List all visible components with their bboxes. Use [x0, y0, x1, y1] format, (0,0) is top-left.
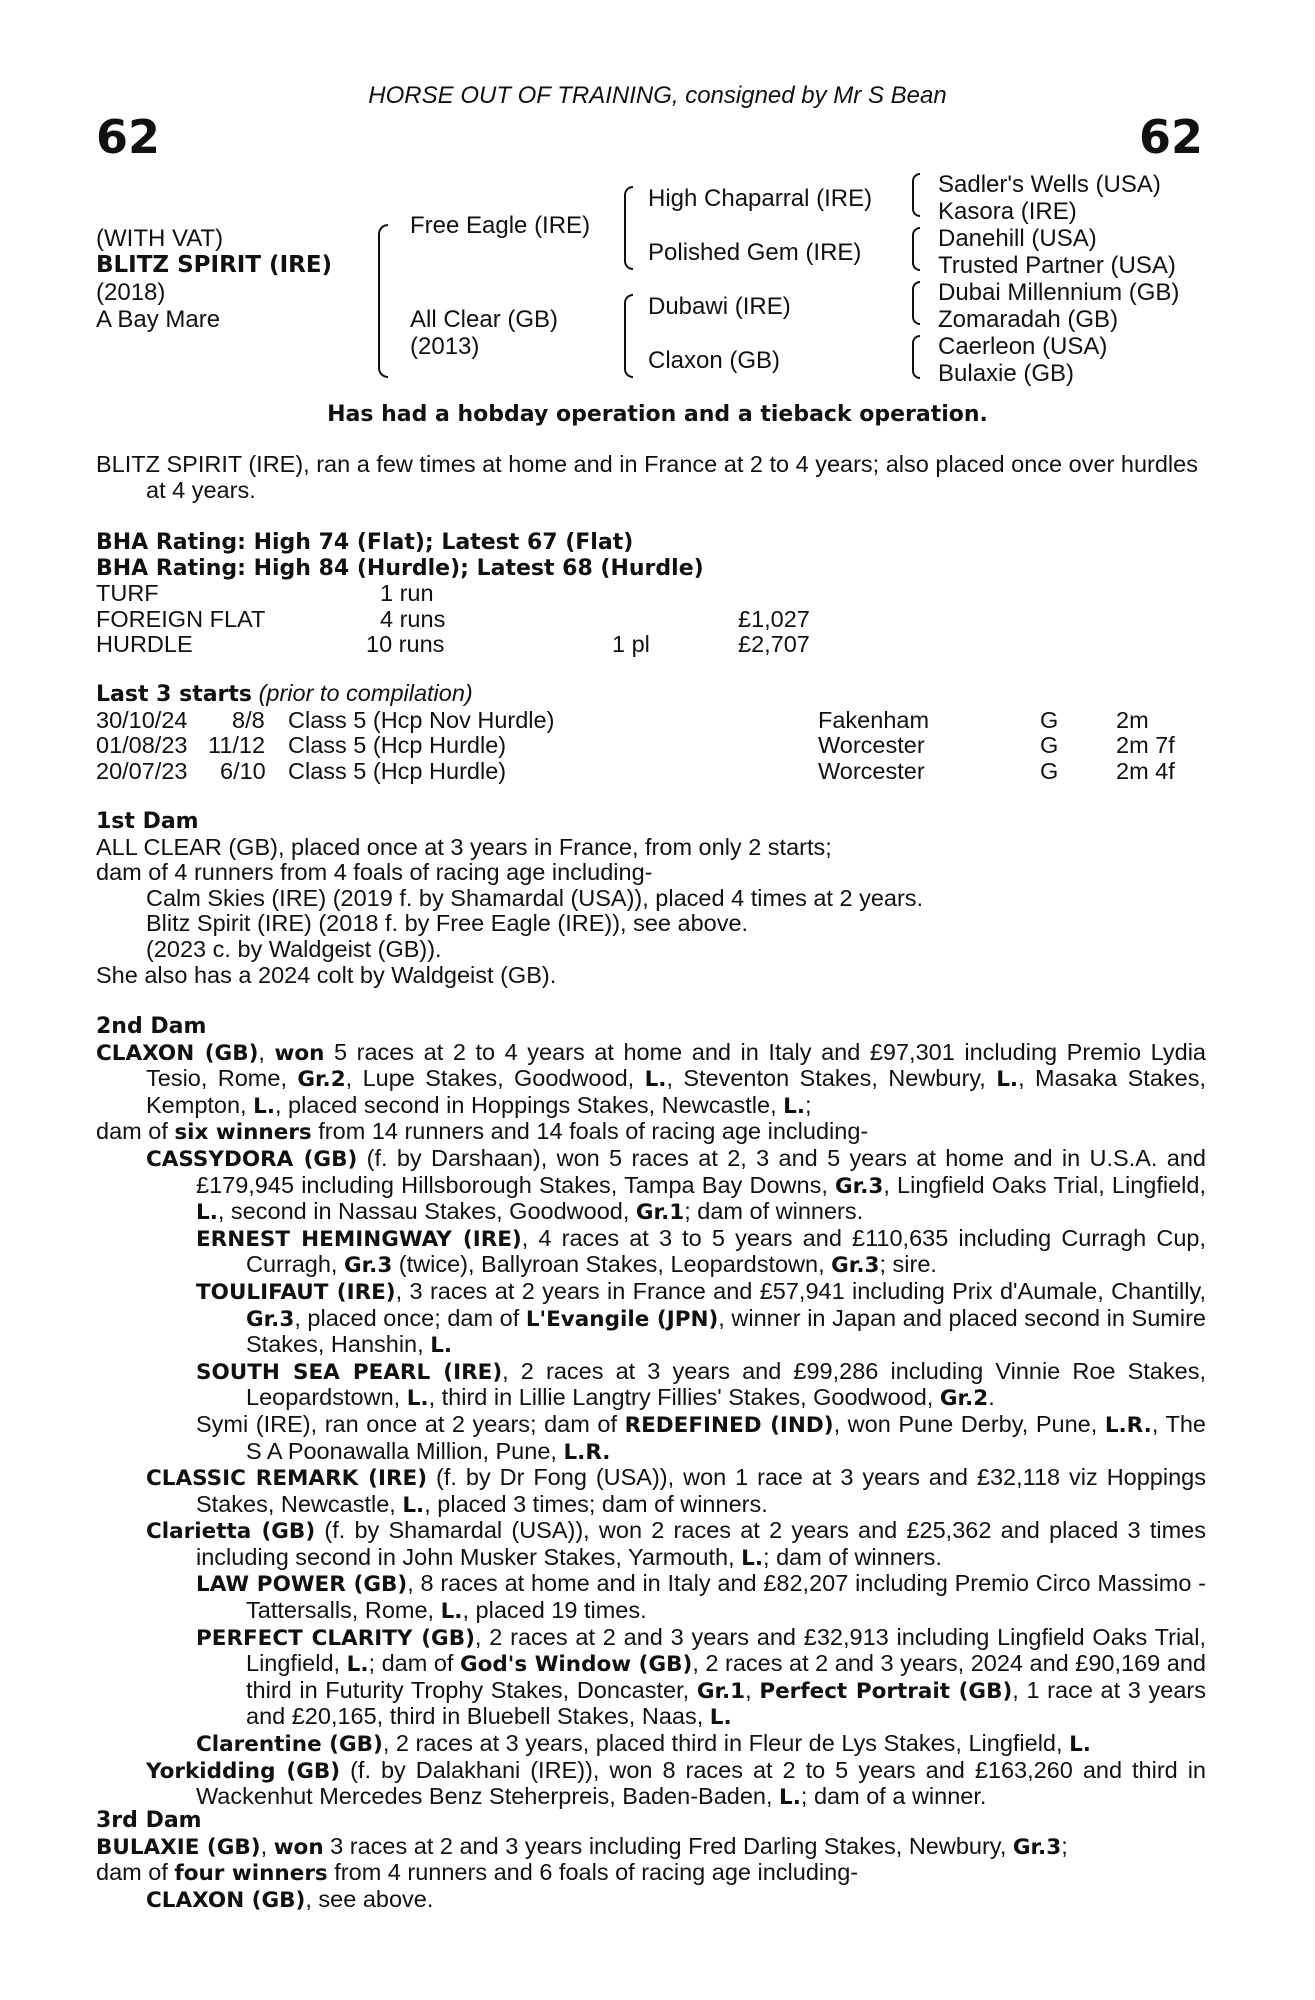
- grade: L.: [741, 1545, 764, 1571]
- start-course: Worcester: [818, 757, 925, 784]
- won-label: won: [273, 1834, 324, 1860]
- classic-remark-entry: [146, 1465, 1206, 1518]
- record-type: TURF: [96, 580, 159, 607]
- record-prize: £2,707: [738, 631, 810, 658]
- pedigree-ddd: Bulaxie (GB): [938, 360, 1075, 387]
- grade: L.: [996, 1067, 1019, 1093]
- horse-name: L'Evangile (JPN): [525, 1306, 719, 1332]
- pedigree-sdd: Trusted Partner (USA): [938, 252, 1176, 279]
- start-race: Class 5 (Hcp Hurdle): [288, 732, 507, 759]
- entry-text: , Steventon Stakes, Newbury,: [666, 1065, 997, 1092]
- start-position: 11/12: [208, 732, 266, 759]
- claxon-entry: CLAXON (GB), won 5 races at 2 to 4 years at home and in Italy and £97,301 including Premio Lydia Tesio, Rome, Gr.2, Lupe Stakes, Goodwood, L., Steventon Stakes, Newbury, L., Masaka Stakes, Kempton, L., placed second in Hoppings Stakes, Newcastle, L.;: [96, 1038, 1206, 1119]
- first-dam-heading: 1st Dam: [96, 809, 199, 834]
- entry-text: , third in Lillie Langtry Fillies' Stakes, Goodwood,: [428, 1384, 940, 1411]
- entry-text: (f. by Shamardal (USA)), won 2 races at 2 years and £25,362 and placed 3 times including second in John Musker Stakes, Yarmouth,: [196, 1517, 1206, 1570]
- lot-number-right: 62: [1138, 110, 1203, 164]
- entry-text: , Lupe Stakes, Goodwood,: [345, 1065, 645, 1092]
- start-distance: 2m 4f: [1116, 757, 1175, 784]
- horse-description: A Bay Mare: [96, 306, 221, 333]
- horse-name: God's Window (GB): [460, 1652, 693, 1678]
- entry-text: ;: [1061, 1832, 1068, 1859]
- last-starts-block: [96, 681, 1206, 784]
- horse-name: PERFECT CLARITY (GB): [196, 1625, 475, 1651]
- pedigree-brace-g3-2: [912, 227, 920, 271]
- entry-text: (f. by Darshaan), won 5 races at 2, 3 and 5 years at home and in U.S.A. and £179,945 including Hillsborough Stakes, Tampa Bay Downs,: [196, 1144, 1206, 1198]
- record-prize: £1,027: [738, 605, 810, 632]
- entry-text: from 14 runners and 14 foals of racing age including-: [311, 1118, 869, 1145]
- horse-name: BULAXIE (GB): [96, 1834, 261, 1860]
- rating-flat: BHA Rating: High 74 (Flat); Latest 67 (Flat): [96, 530, 634, 555]
- symi-entry: [196, 1412, 1206, 1465]
- grade: L.: [402, 1492, 425, 1518]
- entry-text: , 3 races at 2 years in France and £57,941 including Prix d'Aumale, Chantilly,: [395, 1277, 1206, 1304]
- horse-name: Clarentine (GB): [196, 1732, 383, 1758]
- record-row: [96, 632, 1206, 658]
- start-row: [96, 759, 1206, 785]
- clarietta-entry: [146, 1518, 1206, 1571]
- grade: L.: [440, 1599, 463, 1625]
- pedigree-brace-g3-4: [912, 335, 920, 379]
- south-sea-pearl-entry: [196, 1359, 1206, 1412]
- pedigree-dam-sire: Dubawi (IRE): [648, 293, 791, 320]
- entry-text: , Masaka Stakes, Kempton,: [146, 1065, 1206, 1118]
- grade: L.R.: [1104, 1412, 1152, 1438]
- grade: L.: [253, 1093, 275, 1119]
- horse-name: CASSYDORA (GB): [146, 1146, 358, 1172]
- entry-text: ,: [745, 1676, 760, 1703]
- cassydora-entry: [146, 1146, 1206, 1226]
- horse-name: LAW POWER (GB): [196, 1572, 408, 1598]
- entry-text: , 2 races at 3 years and £99,286 including Vinnie Roe Stakes, Leopardstown,: [246, 1357, 1206, 1411]
- entry-text: , 2 races at 2 and 3 years and £32,913 including Lingfield Oaks Trial, Lingfield,: [246, 1623, 1206, 1677]
- pedigree-dsd: Zomaradah (GB): [938, 306, 1119, 333]
- first-dam-line: She also has a 2024 colt by Waldgeist (GB).: [96, 961, 557, 988]
- first-dam-line: dam of 4 runners from 4 foals of racing age including-: [96, 859, 653, 886]
- first-dam-line: Calm Skies (IRE) (2019 f. by Shamardal (USA)), placed 4 times at 2 years.: [146, 884, 924, 911]
- entry-text: 5 races at 2 to 4 years at home and in Italy and £97,301 including Premio Lydia Tesio, Rome,: [146, 1038, 1206, 1092]
- grade: L.: [709, 1705, 732, 1731]
- pedigree-dam-year: (2013): [410, 333, 480, 360]
- start-course: Worcester: [818, 732, 925, 759]
- summary-text: BLITZ SPIRIT (IRE), ran a few times at home and in France at 2 to 4 years; also placed once over hurdles at 4 years.: [96, 451, 1198, 503]
- entry-text: , The S A Poonawalla Million, Pune,: [246, 1410, 1206, 1464]
- grade: Gr.3: [343, 1253, 393, 1279]
- winner-count: four winners: [174, 1861, 328, 1887]
- grade: L.: [779, 1785, 801, 1811]
- yorkidding-entry: [146, 1758, 1206, 1811]
- pedigree-brace-sire: [624, 186, 633, 270]
- grade: L.: [430, 1333, 453, 1359]
- grade: L.R.: [563, 1439, 611, 1465]
- grade: Gr.3: [1012, 1834, 1062, 1860]
- entry-text: , second in Nassau Stakes, Goodwood,: [217, 1198, 636, 1225]
- first-dam-line: ALL CLEAR (GB), placed once at 3 years in France, from only 2 starts;: [96, 833, 832, 860]
- entry-text: ; dam of winners.: [763, 1543, 942, 1570]
- record-runs: 4 runs: [380, 605, 446, 632]
- record-placed: 1 pl: [612, 631, 650, 658]
- record-runs: 10 runs: [366, 631, 445, 658]
- record-row: [96, 607, 1206, 633]
- grade: L.: [346, 1652, 369, 1678]
- horse-name: CLAXON (GB): [146, 1887, 306, 1913]
- first-dam-line: (2023 c. by Waldgeist (GB)).: [146, 935, 442, 962]
- second-dam-heading: 2nd Dam: [96, 1014, 207, 1039]
- pedigree-sds: Danehill (USA): [938, 225, 1097, 252]
- second-dam-block: [96, 1014, 1206, 1811]
- pedigree-brace-dam: [624, 294, 633, 378]
- start-course: Fakenham: [818, 706, 930, 733]
- horse-name: SOUTH SEA PEARL (IRE): [196, 1359, 503, 1385]
- won-label: won: [274, 1040, 325, 1066]
- horse-name: Yorkidding (GB): [146, 1758, 341, 1784]
- start-race: Class 5 (Hcp Hurdle): [288, 757, 507, 784]
- pedigree-dam: All Clear (GB): [410, 306, 559, 333]
- ernest-entry: [196, 1226, 1206, 1279]
- pedigree-dds: Caerleon (USA): [938, 333, 1108, 360]
- record-type: FOREIGN FLAT: [96, 605, 266, 632]
- entry-text: (twice), Ballyroan Stakes, Leopardstown,: [392, 1251, 832, 1278]
- entry-text: , Lingfield Oaks Trial, Lingfield,: [883, 1171, 1206, 1198]
- pedigree-ssd: Kasora (IRE): [938, 198, 1077, 225]
- entry-text: , 8 races at home and in Italy and £82,207 including Premio Circo Massimo - Tattersalls, Rome,: [246, 1570, 1206, 1624]
- claxon-ref-entry: [146, 1887, 1206, 1914]
- record-row: [96, 581, 1206, 607]
- grade: L.: [1069, 1732, 1091, 1758]
- entry-text: dam of: [96, 1118, 175, 1145]
- pedigree-dss: Dubai Millennium (GB): [938, 279, 1180, 306]
- start-position: 6/10: [220, 757, 266, 784]
- entry-text: , placed 19 times.: [462, 1597, 647, 1624]
- grade: Gr.2: [297, 1067, 346, 1093]
- winner-count: six winners: [174, 1120, 312, 1146]
- entry-text: , 1 race at 3 years and £20,165, third in Bluebell Stakes, Naas,: [246, 1676, 1206, 1730]
- pedigree-dam-dam: Claxon (GB): [648, 347, 781, 374]
- horse-name: Perfect Portrait (GB): [759, 1678, 1013, 1704]
- third-dam-heading: 3rd Dam: [96, 1808, 202, 1833]
- law-power-entry: [196, 1571, 1206, 1624]
- operation-note: Has had a hobday operation and a tieback operation.: [327, 402, 988, 427]
- vat-label: (WITH VAT): [96, 225, 224, 252]
- perfect-clarity-entry: [196, 1625, 1206, 1731]
- horse-name: Clarietta (GB): [146, 1519, 316, 1545]
- entry-text: from 4 runners and 6 foals of racing age including-: [327, 1859, 859, 1886]
- pedigree-sss: Sadler's Wells (USA): [938, 171, 1161, 198]
- horse-name: ERNEST HEMINGWAY (IRE): [196, 1226, 522, 1252]
- ratings-block: [96, 530, 1206, 658]
- start-row: [96, 733, 1206, 759]
- start-date: 20/07/23: [96, 757, 188, 784]
- record-runs: 1 run: [380, 580, 434, 607]
- dam-of-line: [96, 1860, 1206, 1887]
- last-starts-heading: Last 3 starts: [96, 682, 253, 707]
- horse-name: REDEFINED (IND): [624, 1412, 834, 1438]
- grade: Gr.3: [831, 1253, 880, 1279]
- first-dam-line: Blitz Spirit (IRE) (2018 f. by Free Eagle (IRE)), see above.: [146, 910, 749, 937]
- start-race: Class 5 (Hcp Nov Hurdle): [288, 706, 555, 733]
- summary-block: [96, 452, 1206, 503]
- catalogue-header: HORSE OUT OF TRAINING, consigned by Mr S Bean: [368, 82, 947, 109]
- pedigree-sire: Free Eagle (IRE): [410, 212, 591, 239]
- entry-text: , see above.: [305, 1885, 434, 1912]
- horse-name: BLITZ SPIRIT (IRE): [96, 252, 333, 278]
- start-date: 01/08/23: [96, 732, 188, 759]
- entry-text: , placed second in Hoppings Stakes, Newcastle,: [275, 1091, 784, 1118]
- entry-text: ; dam of winners.: [684, 1198, 864, 1225]
- lot-number-left: 62: [96, 110, 161, 164]
- pedigree-sire-dam: Polished Gem (IRE): [648, 239, 862, 266]
- rating-hurdle: BHA Rating: High 84 (Hurdle); Latest 68 (Hurdle): [96, 555, 704, 581]
- clarentine-entry: [196, 1731, 1206, 1758]
- entry-text: , placed once; dam of: [294, 1304, 526, 1331]
- start-row: [96, 708, 1206, 734]
- pedigree-brace-g3-1: [912, 173, 920, 217]
- grade: L.: [406, 1386, 429, 1412]
- entry-text: , winner in Japan and placed second in Sumire Stakes, Hanshin,: [246, 1304, 1206, 1358]
- start-distance: 2m: [1116, 706, 1149, 733]
- pedigree-sire-sire: High Chaparral (IRE): [648, 185, 873, 212]
- grade: L.: [644, 1067, 667, 1093]
- toulifaut-entry: [196, 1279, 1206, 1359]
- entry-text: , 2 races at 3 years, placed third in Fleur de Lys Stakes, Lingfield,: [382, 1730, 1070, 1757]
- grade: Gr.1: [635, 1200, 685, 1226]
- pedigree-brace-main: [378, 224, 388, 378]
- grade: L.: [196, 1200, 218, 1226]
- start-going: G: [1040, 757, 1059, 784]
- grade: L.: [783, 1093, 806, 1119]
- grade: Gr.3: [246, 1306, 295, 1332]
- start-going: G: [1040, 732, 1059, 759]
- entry-text: , 2 races at 2 and 3 years, 2024 and £90,169 and third in Futurity Trophy Stakes, Doncaster,: [246, 1650, 1207, 1703]
- grade: Gr.1: [696, 1678, 746, 1704]
- entry-text: (f. by Dr Fong (USA)), won 1 race at 3 years and £32,118 viz Hoppings Stakes, Newcastle,: [196, 1464, 1206, 1517]
- horse-year: (2018): [96, 279, 166, 306]
- entry-text: , won Pune Derby, Pune,: [833, 1410, 1105, 1437]
- entry-text: 3 races at 2 and 3 years including Fred Darling Stakes, Newbury,: [323, 1832, 1013, 1859]
- grade: Gr.3: [835, 1173, 884, 1199]
- entry-text: (f. by Dalakhani (IRE)), won 8 races at 2 to 5 years and £163,260 and third in Wackenhut Mercedes Benz Steherpreis, Baden-Baden,: [196, 1756, 1206, 1810]
- horse-name: CLASSIC REMARK (IRE): [146, 1466, 428, 1492]
- entry-text: ; dam of: [368, 1650, 460, 1677]
- entry-text: , placed 3 times; dam of winners.: [424, 1490, 768, 1517]
- third-dam-block: [96, 1808, 1206, 1913]
- pedigree-brace-g3-3: [912, 281, 920, 325]
- grade: Gr.2: [939, 1386, 989, 1412]
- entry-text: dam of: [96, 1859, 175, 1886]
- dam-of-line: [96, 1119, 1206, 1146]
- start-distance: 2m 7f: [1116, 732, 1175, 759]
- bulaxie-entry: BULAXIE (GB), won 3 races at 2 and 3 years including Fred Darling Stakes, Newbury, Gr.3;: [96, 1832, 1068, 1860]
- start-going: G: [1040, 706, 1059, 733]
- entry-text: ;: [805, 1091, 812, 1118]
- start-date: 30/10/24: [96, 706, 188, 733]
- first-dam-block: [96, 809, 1206, 988]
- claxon-name: CLAXON (GB): [96, 1040, 259, 1066]
- start-position: 8/8: [232, 706, 265, 733]
- entry-text: ; dam of a winner.: [800, 1783, 987, 1810]
- last-starts-note: (prior to compilation): [258, 680, 473, 706]
- entry-text: , 4 races at 3 to 5 years and £110,635 including Curragh Cup, Curragh,: [246, 1224, 1206, 1278]
- entry-text: ; sire.: [879, 1251, 937, 1278]
- record-type: HURDLE: [96, 631, 193, 658]
- entry-text: .: [988, 1384, 995, 1411]
- entry-text: Symi (IRE), ran once at 2 years; dam of: [196, 1410, 625, 1437]
- horse-name: TOULIFAUT (IRE): [196, 1279, 396, 1305]
